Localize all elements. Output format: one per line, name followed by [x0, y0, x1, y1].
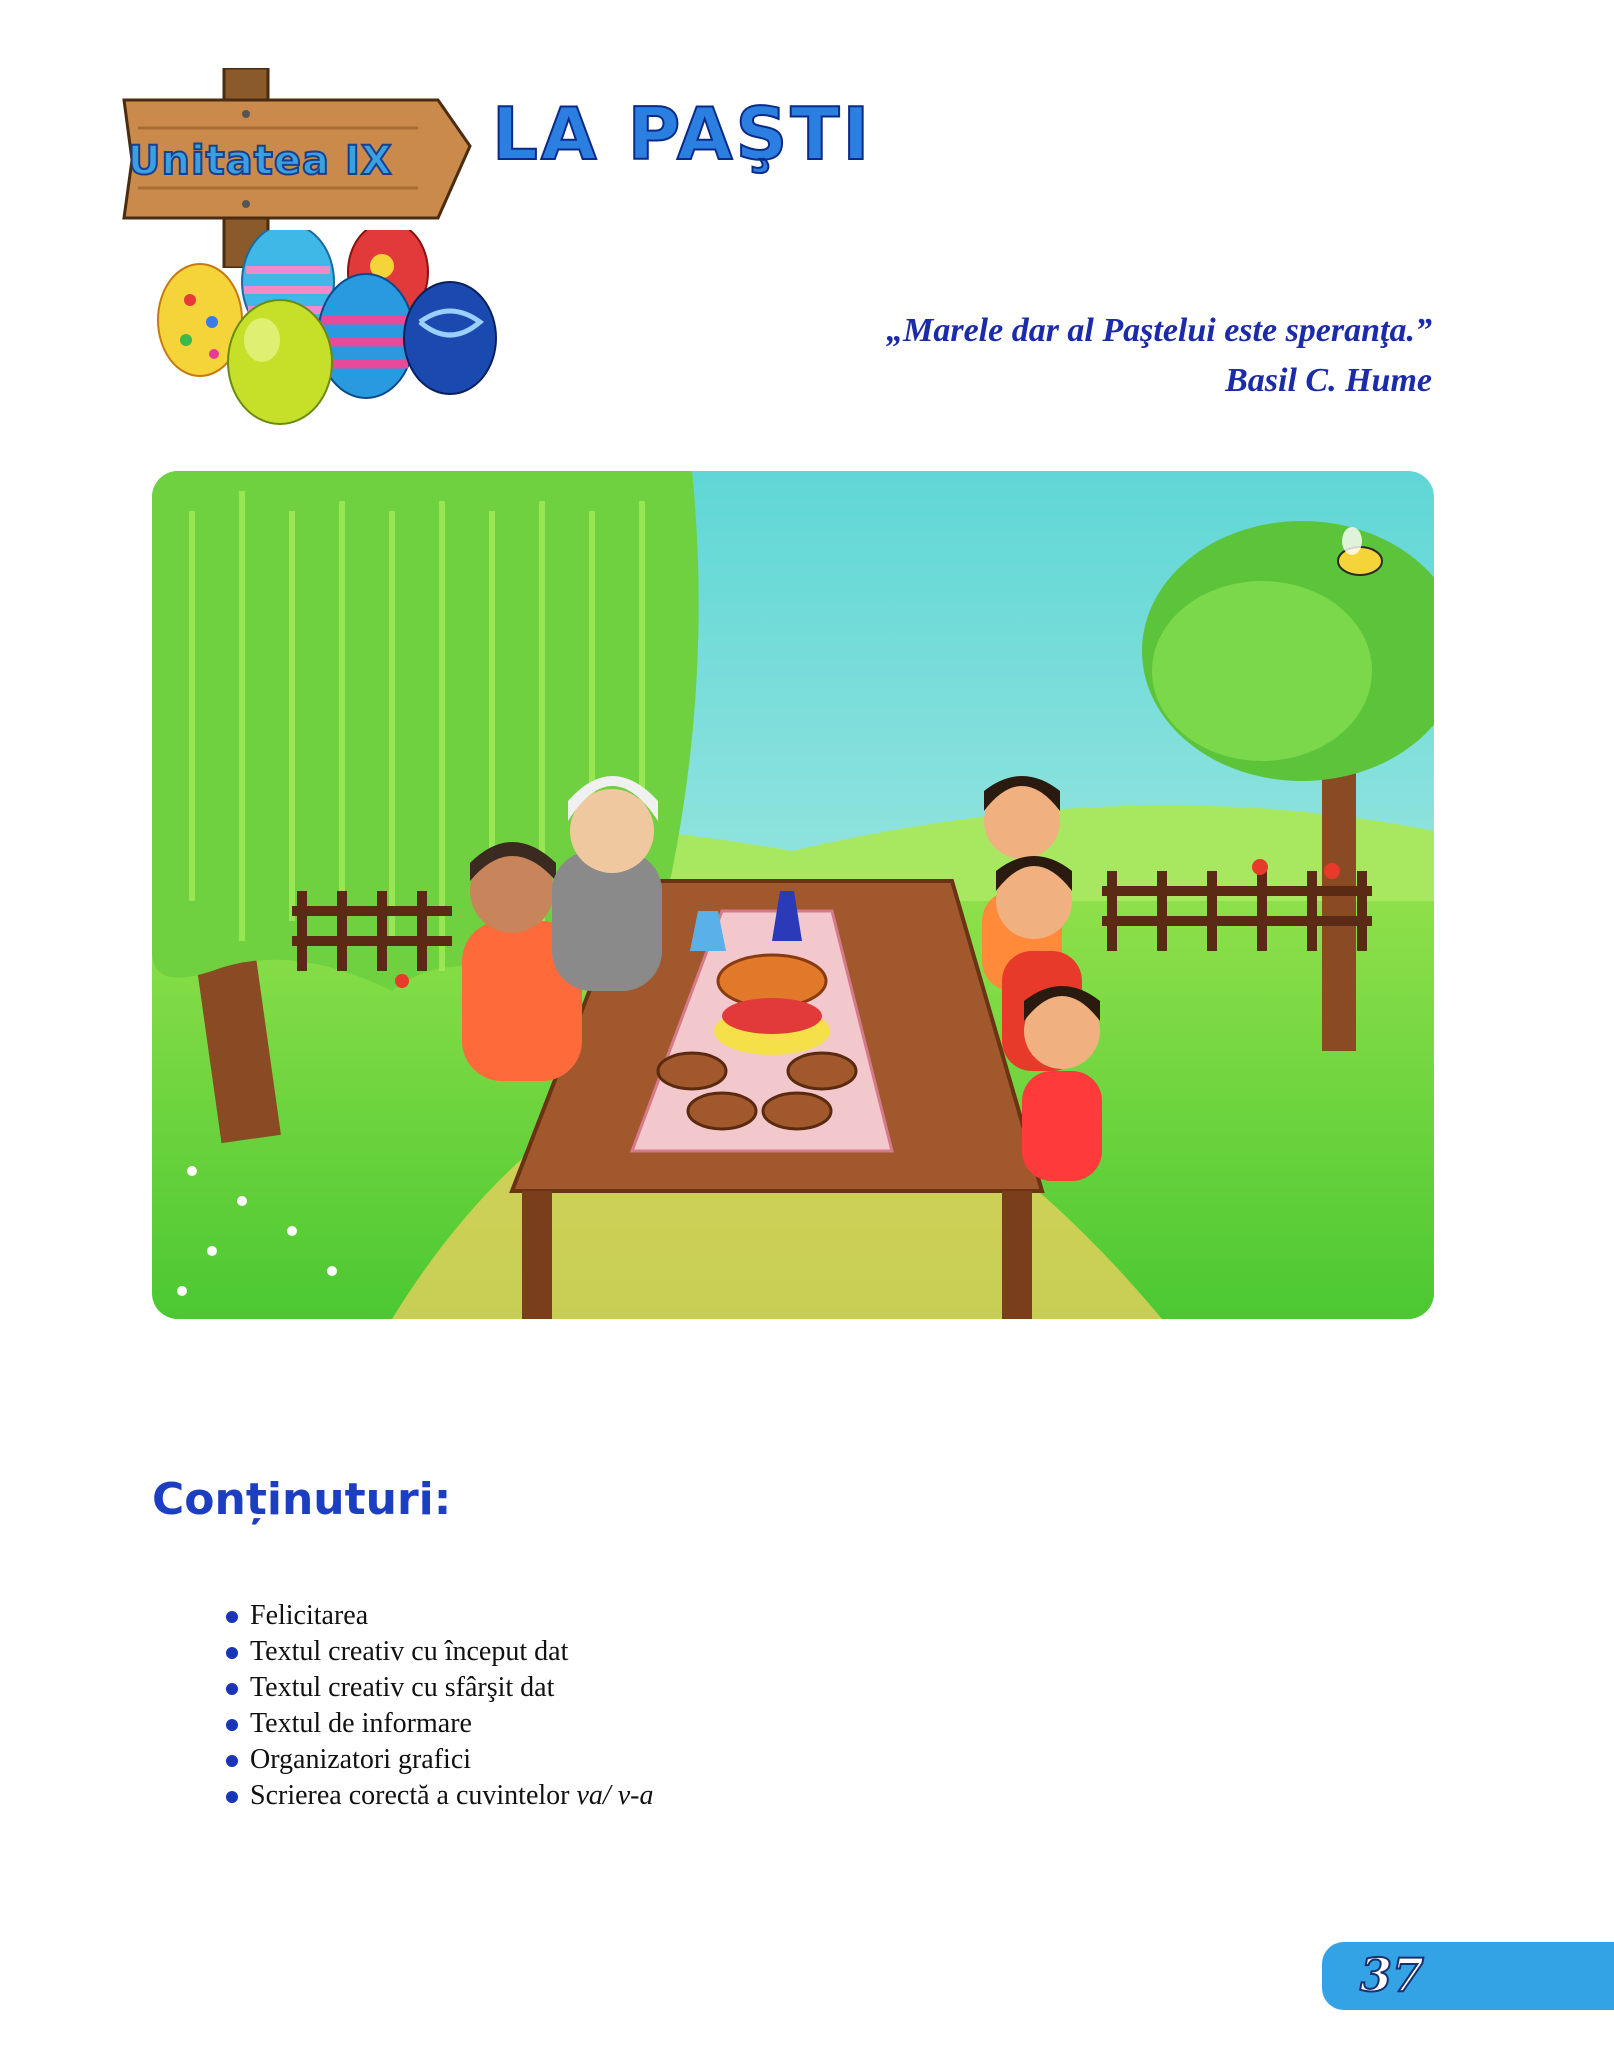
list-item: Felicitarea [226, 1598, 653, 1634]
list-item: Textul de informare [226, 1706, 653, 1742]
list-item: Textul creativ cu început dat [226, 1634, 653, 1670]
list-item: Organizatori grafici [226, 1742, 653, 1778]
page-number-tab [1322, 1942, 1614, 2010]
bullet-icon [226, 1719, 238, 1731]
epigraph-quote [886, 306, 1432, 406]
quote-text: „Marele dar al Paştelui este speranţa.” [886, 312, 1432, 349]
bullet-icon [226, 1683, 238, 1695]
easter-family-table-illustration [152, 471, 1434, 1319]
bullet-icon [226, 1647, 238, 1659]
page-title: LA PAŞTI [492, 92, 873, 176]
bullet-icon [226, 1791, 238, 1803]
page-number: 37 [1360, 1948, 1425, 2002]
list-item: Textul creativ cu sfârşit dat [226, 1670, 653, 1706]
unit-label: Unitatea IX [128, 138, 393, 184]
easter-eggs-illustration [150, 230, 510, 430]
list-item: Scrierea corectă a cuvintelor va/ v-a [226, 1778, 653, 1814]
contents-heading: Conținuturi: [152, 1474, 452, 1525]
bullet-icon [226, 1755, 238, 1767]
bullet-icon [226, 1611, 238, 1623]
contents-list [226, 1598, 653, 1814]
quote-author: Basil C. Hume [1225, 362, 1432, 399]
